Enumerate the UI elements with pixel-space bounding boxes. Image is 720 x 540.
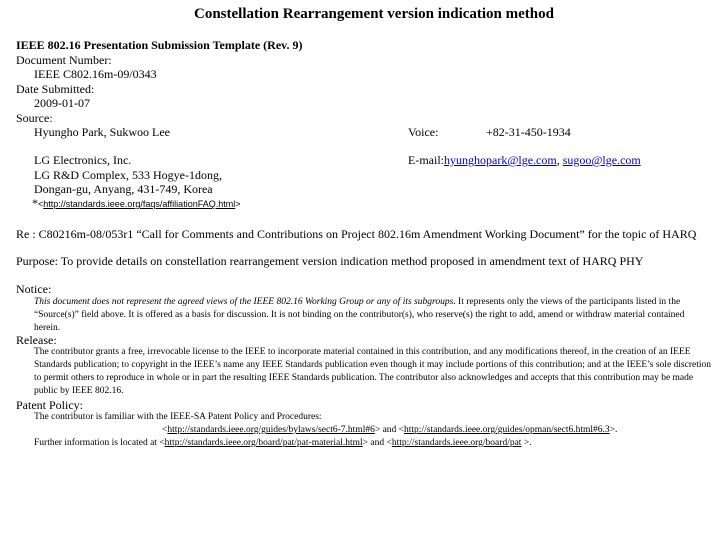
- release-label: Release:: [16, 333, 57, 347]
- doc-number-label: Document Number:: [16, 52, 112, 67]
- authors: Hyungho Park, Sukwoo Lee: [34, 125, 170, 139]
- voice-label: Voice:: [408, 125, 439, 139]
- affiliation-block: [34, 153, 222, 197]
- pat-material-link[interactable]: http://standards.ieee.org/board/pat/pat-material.html: [164, 438, 363, 448]
- notice-label: Notice:: [16, 282, 52, 296]
- patent-links-line: [162, 424, 617, 437]
- affiliation-faq-link[interactable]: http://standards.ieee.org/faqs/affiliationFAQ.html: [43, 199, 236, 209]
- footnote-open: <: [38, 199, 44, 209]
- voice-number: +82-31-450-1934: [486, 125, 571, 139]
- email-link-2[interactable]: sugoo@lge.com: [562, 153, 641, 167]
- footnote-mark: *: [32, 196, 38, 210]
- bylaws-link[interactable]: http://standards.ieee.org/guides/bylaws/sect6-7.html#6: [167, 425, 375, 435]
- doc-number: IEEE C802.16m-09/0343: [34, 67, 157, 81]
- purpose-line: Purpose: To provide details on constellation rearrangement version indication method proposed in amendment text of HARQ PHY: [16, 254, 644, 268]
- email-link-1[interactable]: hyunghopark@lge.com: [444, 153, 557, 167]
- affiliation-line: LG Electronics, Inc.: [34, 153, 132, 167]
- patent-line-1: The contributor is familiar with the IEEE-SA Patent Policy and Procedures:: [34, 412, 322, 422]
- affiliation-footnote: [32, 194, 240, 212]
- notice-body: . It represents only the views of the participants listed in the “Source(s)” field above. It is offered as a basis for discussion. It is not binding on the contributor(s), who reserve(s) the right to add, amend or withdraw material contained herein.: [34, 297, 685, 333]
- email-separator: ,: [556, 153, 563, 167]
- further-and: > and <: [362, 438, 392, 448]
- notice-text: [34, 296, 710, 335]
- patent-further-line: [34, 437, 532, 450]
- affiliation-line: Dongan-gu, Anyang, 431-749, Korea: [34, 182, 213, 196]
- email-label: E-mail:: [408, 153, 444, 167]
- re-line: Re : C80216m-08/053r1 “Call for Comments and Contributions on Project 802.16m Amendment Working Document” for the topic of HARQ: [16, 227, 697, 241]
- patent-label: Patent Policy:: [16, 398, 83, 412]
- affiliation-line: LG R&D Complex, 533 Hogye-1dong,: [34, 167, 222, 182]
- footnote-close: >: [235, 199, 241, 209]
- further-close: >.: [521, 438, 532, 448]
- notice-italic: This document does not represent the agreed views of the IEEE 802.16 Working Group or any of its subgroups: [34, 297, 454, 307]
- patent-open: <: [162, 425, 168, 435]
- board-pat-link[interactable]: http://standards.ieee.org/board/pat: [391, 438, 522, 448]
- header-block: [16, 38, 302, 140]
- page-title: Constellation Rearrangement version indication method: [194, 6, 554, 22]
- patent-and: > and <: [374, 425, 405, 435]
- opman-link[interactable]: http://standards.ieee.org/guides/opman/sect6.html#6.3: [404, 425, 610, 435]
- release-text: The contributor grants a free, irrevocable license to the IEEE to incorporate material contained in this contribution, and any modifications thereof, in the creation of an IEEE Standards publication; to copyright in the IEEE’s name any IEEE Standards publication even though it may include portions of this contribution; and at the IEEE’s sole discretion to permit others to reproduce in whole or in part the resulting IEEE Standards publication. The contributor also acknowledges and accepts that this contribution may be made public by IEEE 802.16.: [34, 347, 711, 396]
- source-label: Source:: [16, 110, 53, 125]
- email-line: [408, 153, 641, 168]
- further-info: Further information is located at <: [34, 438, 165, 448]
- date-submitted: 2009-01-07: [34, 96, 90, 110]
- template-name: IEEE 802.16 Presentation Submission Template (Rev. 9): [16, 38, 303, 52]
- date-label: Date Submitted:: [16, 81, 95, 96]
- patent-close: >.: [609, 425, 618, 435]
